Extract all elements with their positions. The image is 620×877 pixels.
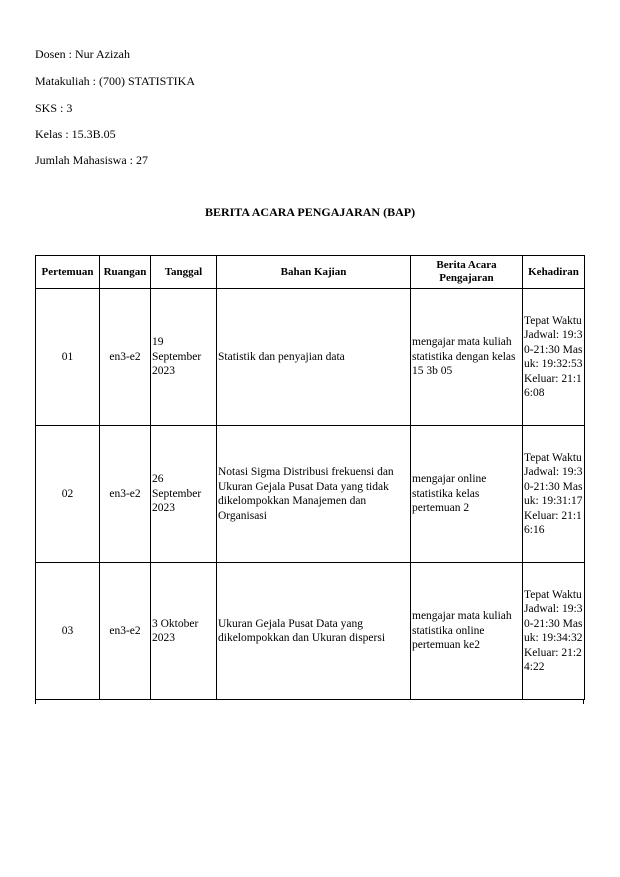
cell-ruangan: en3-e2 xyxy=(100,563,151,700)
dosen-text: Dosen : Nur Azizah xyxy=(35,47,130,61)
cell-ruangan: en3-e2 xyxy=(100,289,151,426)
col-header-ruangan: Ruangan xyxy=(100,256,151,289)
cell-kehadiran: Tepat Waktu Jadwal: 19:30-21:30 Masuk: 19:34:32 Keluar: 21:24:22 xyxy=(523,563,585,700)
col-header-kehadiran: Kehadiran xyxy=(523,256,585,289)
cell-berita-acara: mengajar mata kuliah statistika dengan kelas 15 3b 05 xyxy=(411,289,523,426)
col-header-tanggal: Tanggal xyxy=(151,256,217,289)
cell-tanggal: 19 September 2023 xyxy=(151,289,217,426)
cell-tanggal: 26 September 2023 xyxy=(151,426,217,563)
table-continuation-edge xyxy=(35,700,584,704)
col-header-berita-acara: Berita Acara Pengajaran xyxy=(411,256,523,289)
cell-kehadiran: Tepat Waktu Jadwal: 19:30-21:30 Masuk: 19:31:17 Keluar: 21:16:16 xyxy=(523,426,585,563)
col-header-bahan-kajian: Bahan Kajian xyxy=(217,256,411,289)
cell-pertemuan: 01 xyxy=(36,289,100,426)
cell-berita-acara: mengajar online statistika kelas pertemuan 2 xyxy=(411,426,523,563)
kelas-text: Kelas : 15.3B.05 xyxy=(35,127,116,141)
cell-pertemuan: 02 xyxy=(36,426,100,563)
cell-bahan-kajian: Notasi Sigma Distribusi frekuensi dan Ukuran Gejala Pusat Data yang tidak dikelompokkan Manajemen dan Organisasi xyxy=(217,426,411,563)
cell-berita-acara: mengajar mata kuliah statistika online pertemuan ke2 xyxy=(411,563,523,700)
table-row xyxy=(36,563,585,700)
cell-tanggal: 3 Oktober 2023 xyxy=(151,563,217,700)
document-title: BERITA ACARA PENGAJARAN (BAP) xyxy=(204,205,416,219)
cell-bahan-kajian: Statistik dan penyajian data xyxy=(217,289,411,426)
cell-bahan-kajian: Ukuran Gejala Pusat Data yang dikelompokkan dan Ukuran dispersi xyxy=(217,563,411,700)
col-header-pertemuan: Pertemuan xyxy=(36,256,100,289)
table-header-row xyxy=(36,256,585,289)
cell-pertemuan: 03 xyxy=(36,563,100,700)
cell-ruangan: en3-e2 xyxy=(100,426,151,563)
cell-kehadiran: Tepat Waktu Jadwal: 19:30-21:30 Masuk: 19:32:53 Keluar: 21:16:08 xyxy=(523,289,585,426)
bap-table xyxy=(35,255,585,700)
jumlah-mahasiswa-text: Jumlah Mahasiswa : 27 xyxy=(35,153,148,167)
table-row xyxy=(36,289,585,426)
matakuliah-text: Matakuliah : (700) STATISTIKA xyxy=(35,74,196,88)
sks-text: SKS : 3 xyxy=(35,101,73,115)
table-row xyxy=(36,426,585,563)
